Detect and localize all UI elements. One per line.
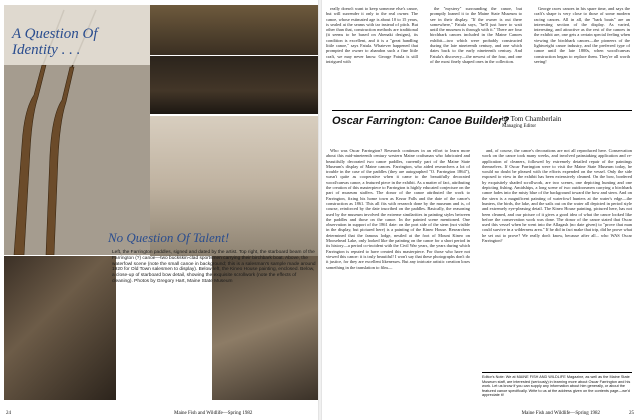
title-no-question-of-talent: No Question Of Talent! [108,230,230,245]
article-top-column-2 [430,6,522,65]
title-question-of-identity: A Question Of Identity . . . [12,26,98,58]
article-top-column-1 [326,6,418,65]
kineo-house-painting-photo [4,256,116,400]
article-body-column-2 [482,148,632,244]
page-number-right: 25 [629,411,634,416]
photo-caption: Left, the Farrington paddles, signed and dated by the artist. Top right, the starboard beam of the Farrington (?) canoe—two buckskin-clad sportsmen carrying their birchbark boat. Above, the waterfowl scene (note the small canoe in background; this is a salesman's sample made around 1920 for Old Town salesmen to display). Below left, the Kineo House painting, enclosed. Below, a close-up of starboard bow detail, showing the exquisite scrollwork (note the effects of cleaning). Photos by Gregory Hart, Maine State Museum [112,250,316,284]
canoe-starboard-beam-photo [150,5,318,55]
paragraph: and, of course, the canoe's decorations are not all reproduced here. Conservation work on the canoe took many weeks, and involved painstaking application and re-application of cleaners, followed by extremely detailed repair of the paintings themselves. If Oscar Farrington were to visit the Maine State Museum today, he would no doubt be pleased with the efforts expended on the vessel. Only the side exposed to view in the exhibit has been extensively cleaned. On the bow, bordered by exquisitely shaded scrollwork, are two scenes, one depicting hunting and one depicting fishing. Amidships, a long scene of two outdoorsmen carrying a birchbark canoe fades into the misty blue of the background toward the bow and stern. And on the stern is a magnificent painting of waterfowl hunters at the water's edge—the hunters, the birds, the lake, and the sails out on the water all depicted in period style and extremely eye-pleasing detail. The Kineo House painting, pictured here, has not been cleaned, and our picture of it gives a good idea of what the canoe looked like before the conservation work was done. The donor of the canoe stated that Oscar used this vessel when he went into the Allagash (no date given) to "prove that man could survive in a wilderness area." If he did in fact make that trip, did he prove what he set out to prove? We really don't know, because after all... who WAS Oscar Farrington? [482,148,632,244]
footer-magazine-left: Maine Fish and Wildlife—Spring 1982 [174,411,253,416]
byline-name: by Tom Chamberlain [502,115,562,123]
right-page [322,0,640,420]
article-header [332,110,632,142]
page-number-left: 24 [6,411,11,416]
byline [502,115,561,131]
byline-role: Managing Editor [502,124,537,129]
footer-magazine-right: Maine Fish and Wildlife—Spring 1982 [521,411,600,416]
editors-note: Editor's Note: We at MAINE FISH AND WILDLIFE Magazine, as well as the Maine State Museum staff, are interested (seriously) in learning more about Oscar Farrington and his work. Let us know if you can supply any information about him generally, or about the featured canoe specifically. Write to us at the address given on the contents page—we'd appreciate it! [482,372,632,398]
canoe-scrollwork-photo [150,56,318,114]
article-body-column-1 [326,148,470,270]
paragraph: Who was Oscar Farrington? Research continues in an effort to learn more about this mid-nineteenth century western Maine craftsman who fabricated and beautifully decorated two canoe paddles, currently part of the Maine State Museum's display of Maine canoes. Farrington, who aided researchers a lot of trouble in the case of the paddles (they are autographed "O. Farrington 1864"), wasn't quite as cooperative when it came to the beautifully decorated wood/canvas canoe, a featured piece in the exhibit. As a matter of fact, attributing the creation of this masterpiece to Farrington is highly educated conjecture on the part of museum staffers. The donor of the canoe attributed the work to Farrington, fixing his home town as Kezar Falls and the date of the canoe's construction as 1861. This all fits with research done by the museum and is, of course, reinforced by the date inscribed on the paddles. Basically, the reasoning used by the museum involved the extreme similarities in painting styles between the paddles and those on the canoe. In the painted scene mentioned. One observation in support of the 1861 date: on the port side of the stern (not visible in the display, but pictured here) is a painting of the Kineo House. Researchers determined that the famous lodge, nestled at the foot of Mount Kineo on Moosehead Lake, only looked like the painting on the canoe for a short period in its history—a period co-incident with the Civil War years, the years during which Farrington is reputed to have created this masterpiece. For those who have not viewed this canoe: it is truly beautiful! I won't say that these photographs don't do it justice, for they are excellent likenesses. But any intricate artistic creation loses something in the translation to film— [326,148,470,270]
paragraph: really doesn't want to keep someone else's canoe, but will surrender it only to the real owner. The canoe, whose estimated age is about 10 to 15 years, is sealed at the seams with tar instead of pitch. But other than that, construction methods are traditional (it seems to be based on Abenaki designs), its condition is excellent, and it is a "great handling little canoe," says Fatula. Whatever happened that prompted the owner to abandon such a fine little craft, we may never know. George Fatula is still intrigued with [326,6,418,64]
paragraph: the "mystery" surrounding the canoe, but promptly loaned it to the Maine State Museum to see in their display. "If the owner is out there somewhere," Fatula says, "he'll just have to wait until the museum is through with it." There are four birchbark canoes included in the Maine Canoes exhibit—two which were probably constructed during the late nineteenth century, and one which dates back to the early nineteenth century. And Fatula's discovery—the newest of the four, and one of the most finely shaped ones in the collection. [430,6,522,64]
article-headline: Oscar Farrington: Canoe Builder? [332,115,510,127]
paragraph: George races canoes in his spare time, and says the craft's shape is very close to those of some modern racing canoes. All in all, the "bark boats" are an interesting section of the display. As varied, interesting, and attractive as the rest of the canoes in the exhibit are, one gets a certain special feeling when viewing the birchbark canoes—the pioneers of the lightweight canoe industry, and the preferred type of canoe until the late 1800s, when wood/canvas construction began to replace them. They're all worth seeing! [534,6,630,64]
article-top-column-3 [534,6,630,65]
left-page [0,0,318,420]
